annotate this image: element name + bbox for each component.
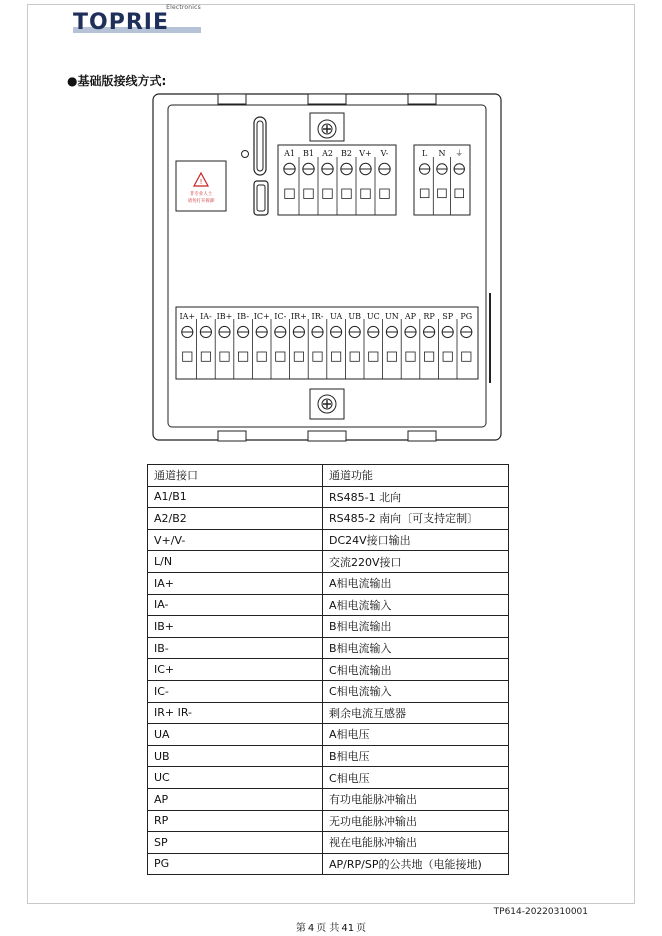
logo-text: TOPRIE	[73, 10, 169, 35]
mount-tab	[218, 431, 246, 441]
channel-interface-cell: IB-	[148, 637, 323, 659]
table-row	[148, 594, 509, 616]
terminal-label: IC+	[253, 312, 270, 321]
channel-interface-cell: UB	[148, 745, 323, 767]
channel-function-cell: C相电流输入	[323, 680, 509, 702]
company-logo	[73, 4, 203, 34]
terminal-label: IB+	[216, 312, 233, 321]
channel-interface-cell: IC+	[148, 659, 323, 681]
terminal-wire-hole	[285, 189, 295, 199]
table-row	[148, 529, 509, 551]
page-suffix: 页	[356, 923, 367, 934]
terminal-label: UC	[366, 312, 380, 321]
channel-function-cell: RS485-2 南向〔可支持定制〕	[323, 508, 509, 530]
channel-interface-cell: AP	[148, 788, 323, 810]
channel-function-cell: B相电压	[323, 745, 509, 767]
terminal-wire-hole	[257, 352, 266, 361]
channel-interface-cell: IR+ IR-	[148, 702, 323, 724]
channel-interface-cell: UA	[148, 724, 323, 746]
channel-interface-cell: 通道接口	[148, 465, 323, 487]
terminal-label: IC-	[274, 312, 287, 321]
table-row	[148, 616, 509, 638]
terminal-wire-hole	[294, 352, 303, 361]
terminal-wire-hole	[443, 352, 452, 361]
table-row	[148, 572, 509, 594]
table-row	[148, 486, 509, 508]
table-row	[148, 637, 509, 659]
warning-icon-mark: !	[199, 178, 203, 186]
table-row	[148, 810, 509, 832]
channel-interface-cell: V+/V-	[148, 529, 323, 551]
channel-interface-cell: IC-	[148, 680, 323, 702]
page-number	[0, 919, 662, 934]
channel-function-cell: 通道功能	[323, 465, 509, 487]
terminal-label: B1	[303, 149, 314, 158]
terminal-label: V-	[380, 149, 389, 158]
terminal-label: SP	[442, 312, 454, 321]
page-middle: 页 共	[316, 923, 340, 934]
terminal-wire-hole	[420, 189, 429, 198]
page-total: 41	[341, 923, 355, 934]
terminal-wire-hole	[350, 352, 359, 361]
channel-interface-cell: A2/B2	[148, 508, 323, 530]
terminal-wire-hole	[313, 352, 322, 361]
terminal-wire-hole	[220, 352, 229, 361]
channel-interface-cell: UC	[148, 767, 323, 789]
terminal-wire-hole	[238, 352, 247, 361]
table-row	[148, 659, 509, 681]
terminal-wire-hole	[323, 189, 333, 199]
terminal-label: A2	[322, 149, 333, 158]
terminal-wire-hole	[276, 352, 285, 361]
channel-interface-cell: L/N	[148, 551, 323, 573]
terminal-label: IA-	[200, 312, 212, 321]
page-prefix: 第	[295, 923, 306, 934]
channel-function-cell: 剩余电流互感器	[323, 702, 509, 724]
channel-table	[147, 464, 509, 875]
table-row	[148, 702, 509, 724]
channel-function-cell: A相电流输出	[323, 572, 509, 594]
channel-interface-cell: PG	[148, 853, 323, 875]
terminal-label: A1	[284, 149, 295, 158]
table-row	[148, 724, 509, 746]
channel-interface-cell: A1/B1	[148, 486, 323, 508]
channel-interface-cell: RP	[148, 810, 323, 832]
terminal-wire-hole	[342, 189, 352, 199]
terminal-wire-hole	[462, 352, 471, 361]
logo-subtitle: Electronics	[166, 4, 201, 11]
mount-tab	[408, 431, 436, 441]
terminal-wire-hole	[424, 352, 433, 361]
indicator-slot-inner	[257, 121, 263, 171]
terminal-label: L	[421, 149, 428, 158]
terminal-label: PG	[460, 312, 473, 321]
terminal-label: IR+	[290, 312, 307, 321]
terminal-label: ⏚	[455, 149, 464, 158]
terminal-label: AP	[404, 312, 417, 321]
terminal-label: B2	[341, 149, 352, 158]
table-row	[148, 508, 509, 530]
terminal-wire-hole	[183, 352, 192, 361]
table-row	[148, 680, 509, 702]
section-title: ●基础版接线方式:	[67, 74, 167, 88]
terminal-wire-hole	[455, 189, 464, 198]
table-row	[148, 745, 509, 767]
warning-text: 请勿打开拆卸	[187, 199, 215, 204]
channel-function-cell: 有功电能脉冲输出	[323, 788, 509, 810]
document-code: TP614-20220310001	[493, 907, 588, 917]
terminal-label: V+	[359, 149, 372, 158]
channel-function-cell: RS485-1 北向	[323, 486, 509, 508]
terminal-wire-hole	[380, 189, 390, 199]
terminal-wire-hole	[438, 189, 447, 198]
terminal-label: IB-	[237, 312, 250, 321]
table-row	[148, 788, 509, 810]
warning-text: 非专业人士	[189, 192, 213, 197]
terminal-label: IR-	[311, 312, 324, 321]
mount-tab	[218, 94, 246, 104]
channel-function-cell: B相电流输入	[323, 637, 509, 659]
mount-tab	[408, 94, 436, 104]
wiring-diagram	[152, 93, 502, 443]
dip-slot-inner	[257, 185, 265, 211]
channel-interface-cell: SP	[148, 832, 323, 854]
terminal-label: N	[438, 149, 446, 158]
terminal-label: IA+	[179, 312, 196, 321]
table-row	[148, 551, 509, 573]
terminal-wire-hole	[331, 352, 340, 361]
mount-tab	[308, 431, 346, 441]
page-current: 4	[307, 923, 315, 934]
channel-interface-cell: IA+	[148, 572, 323, 594]
terminal-wire-hole	[369, 352, 378, 361]
channel-function-cell: C相电压	[323, 767, 509, 789]
table-row	[148, 767, 509, 789]
channel-function-cell: 无功电能脉冲输出	[323, 810, 509, 832]
terminal-label: RP	[423, 312, 435, 321]
terminal-wire-hole	[361, 189, 371, 199]
mount-tab	[308, 94, 346, 104]
led-indicator	[242, 151, 249, 158]
channel-function-cell: AP/RP/SP的公共地（电能接地)	[323, 853, 509, 875]
terminal-label: UB	[348, 312, 362, 321]
channel-function-cell: A相电压	[323, 724, 509, 746]
channel-function-cell: 视在电能脉冲输出	[323, 832, 509, 854]
terminal-wire-hole	[201, 352, 210, 361]
table-row	[148, 853, 509, 875]
channel-function-cell: 交流220V接口	[323, 551, 509, 573]
table-row	[148, 832, 509, 854]
channel-function-cell: DC24V接口输出	[323, 529, 509, 551]
channel-function-cell: C相电流输出	[323, 659, 509, 681]
channel-interface-cell: IA-	[148, 594, 323, 616]
table-header-row	[148, 465, 509, 487]
terminal-label: UA	[329, 312, 343, 321]
channel-function-cell: A相电流输入	[323, 594, 509, 616]
channel-function-cell: B相电流输出	[323, 616, 509, 638]
terminal-label: UN	[385, 312, 399, 321]
terminal-wire-hole	[304, 189, 314, 199]
channel-interface-cell: IB+	[148, 616, 323, 638]
terminal-wire-hole	[406, 352, 415, 361]
terminal-wire-hole	[387, 352, 396, 361]
